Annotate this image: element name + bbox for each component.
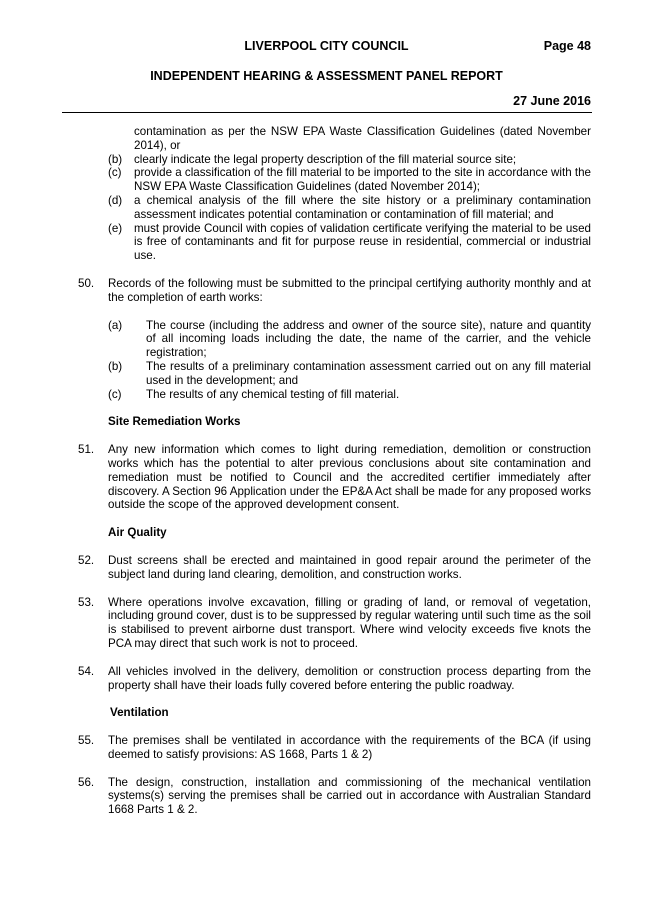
condition-text: All vehicles involved in the delivery, demolition or construction process departing from the property shall have their loads fully covered before entering the public roadway. [108, 664, 591, 692]
condition-50 [78, 276, 591, 305]
list-item [108, 388, 591, 402]
list-item [108, 319, 591, 360]
list-item-text: a chemical analysis of the fill where the site history or a preliminary contamination assessment indicates potential contamination or contamination of fill material; and [134, 193, 591, 221]
section-heading-air-quality: Air Quality [108, 526, 167, 540]
condition-number: 56. [78, 775, 95, 789]
list-item [108, 222, 591, 263]
page-number: Page 48 [543, 39, 591, 53]
list-item-label: (e) [108, 221, 123, 235]
continued-text: contamination as per the NSW EPA Waste Classification Guidelines (dated November 2014), or [134, 125, 591, 152]
condition-text: The design, construction, installation and commissioning of the mechanical ventilation systems(s) serving the premises shall be carried out in accordance with Australian Standard 1668 Parts 1 & 2. [108, 775, 591, 817]
condition-number: 50. [78, 276, 95, 290]
section-heading-ventilation: Ventilation [110, 706, 169, 720]
list-item [108, 153, 591, 167]
list-item-text: The course (including the address and owner of the source site), nature and quantity of all incoming loads including the date, the name of the carrier, and the vehicle registration; [146, 318, 591, 360]
list-item-text: The results of any chemical testing of fill material. [146, 387, 400, 401]
condition-56 [78, 775, 591, 817]
condition-55 [78, 734, 591, 762]
list-item-label: (d) [108, 193, 123, 207]
condition-52 [78, 553, 591, 582]
list-item-text: provide a classification of the fill material to be imported to the site in accordance with the NSW EPA Waste Classification Guidelines (dated November 2014); [134, 166, 591, 194]
report-date: 27 June 2016 [513, 94, 591, 108]
list-item-label: (c) [108, 387, 122, 401]
list-item-text: clearly indicate the legal property description of the fill material source site; [134, 152, 517, 166]
list-item-text: The results of a preliminary contamination assessment carried out on any fill material used in the development; and [146, 359, 591, 387]
condition-number: 54. [78, 664, 95, 678]
condition-51 [78, 443, 591, 512]
header-line [0, 39, 653, 55]
header-rule [62, 112, 592, 113]
list-item [108, 166, 591, 194]
condition-text: Records of the following must be submitted to the principal certifying authority monthly and at the completion of earth works: [108, 276, 591, 304]
council-name: LIVERPOOL CITY COUNCIL [244, 39, 409, 53]
list-item-label: (c) [108, 166, 122, 180]
condition-number: 51. [78, 443, 95, 457]
condition-number: 53. [78, 595, 95, 609]
condition-text: The premises shall be ventilated in accordance with the requirements of the BCA (if using deemed to satisfy provisions: AS 1668, Parts 1 & 2) [108, 734, 591, 761]
list-item-label: (b) [108, 359, 123, 373]
list-item [108, 360, 591, 388]
list-item-text: must provide Council with copies of validation certificate verifying the material to be used is free of contaminants and fit for purpose reuse in residential, commercial or industrial use. [134, 221, 591, 263]
section-heading-site-remediation: Site Remediation Works [108, 415, 241, 429]
report-title: INDEPENDENT HEARING & ASSESSMENT PANEL REPORT [150, 69, 503, 83]
condition-number: 55. [78, 734, 95, 748]
document-body [0, 125, 653, 817]
condition-54 [78, 664, 591, 693]
list-item [108, 194, 591, 222]
condition-53 [78, 595, 591, 651]
condition-number: 52. [78, 553, 95, 567]
list-item-label: (b) [108, 152, 123, 166]
condition-text: Any new information which comes to light during remediation, demolition or construction works which has the potential to alter previous conclusions about site contamination and remediation must be notified to Council and the accredited certifier immediately after discovery. A Section 96 Application under the EP&A Act shall be made for any proposed works outside the scope of the approved development consent. [108, 443, 591, 512]
condition-text: Where operations involve excavation, filling or grading of land, or removal of vegetation, including ground cover, dust is to be suppressed by regular watering until such time as the soil is stabilised to prevent airborne dust transport. Where wind velocity exceeds five knots the PCA may direct that such work is not to proceed. [108, 595, 591, 650]
list-item-label: (a) [108, 318, 123, 332]
condition-text: Dust screens shall be erected and maintained in good repair around the perimeter of the subject land during land clearing, demolition, and construction works. [108, 553, 591, 581]
